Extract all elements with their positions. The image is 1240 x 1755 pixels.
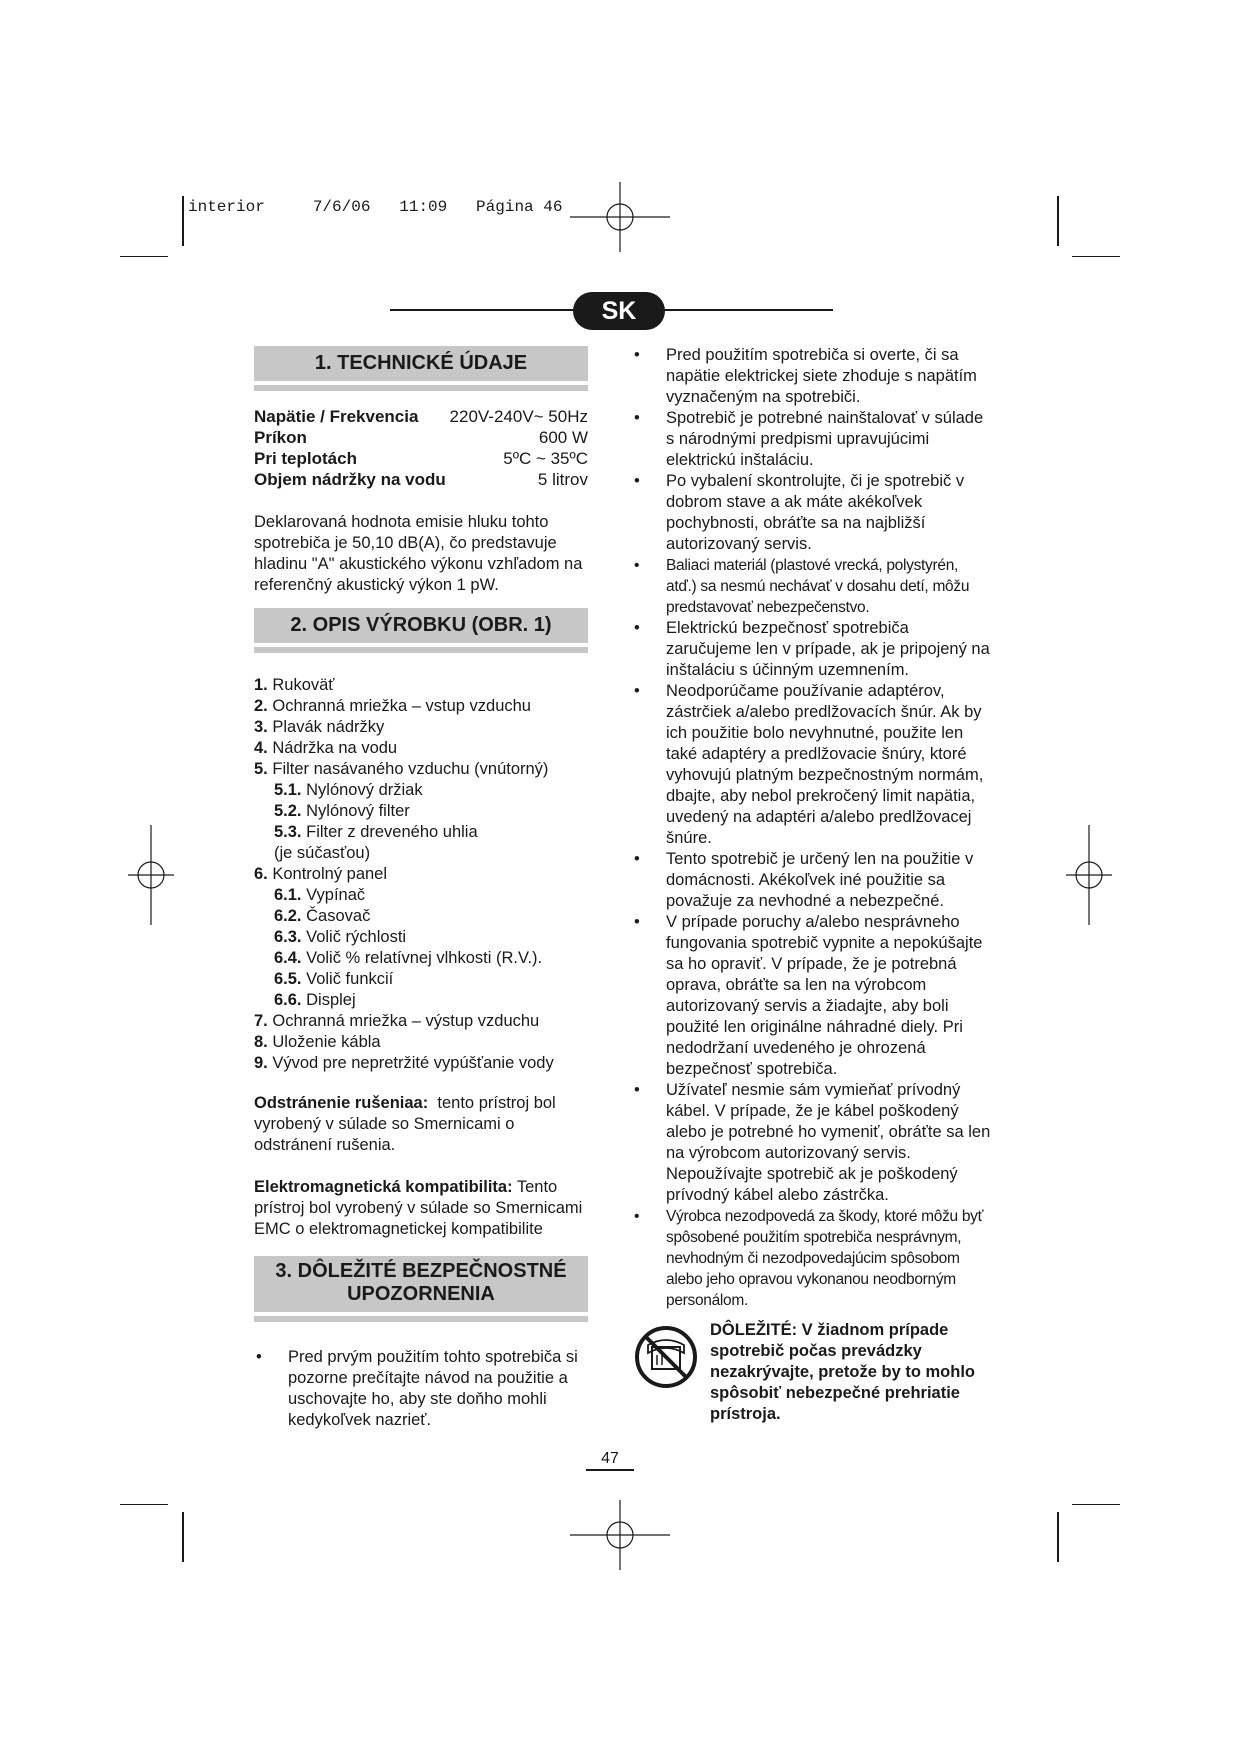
- section-header-underline: [254, 1316, 588, 1322]
- list-item: [254, 1347, 594, 1431]
- emc-text: Tento prístroj bol vyrobený v súlade so Smernicami EMC o elektromagnetickej kompatibilite: [254, 1178, 583, 1238]
- list-item: [632, 408, 992, 471]
- spec-value: 220V-240V~ 50Hz: [449, 407, 588, 426]
- bullet-text: Užívateľ nesmie sám vymieňať prívodný kábel. V prípade, že je kábel poškodený alebo je potrebné ho vymeniť, obráťte sa len na výrobcom autorizovaný servis. Nepoužívajte spotrebič ak je poškodený prívodný kábel alebo zástrčka.: [666, 1081, 991, 1204]
- spec-label: Objem nádržky na vodu: [254, 470, 446, 489]
- bullet-dot: •: [634, 1081, 640, 1099]
- noise-emission-text: Deklarovaná hodnota emisie hluku tohto spotrebiča je 50,10 dB(A), čo predstavuje hladinu "A" akustického výkonu vzhľadom na referenčný akustický výkon 1 pW.: [254, 513, 583, 594]
- spec-label: Pri teplotách: [254, 449, 357, 468]
- crosshair-icon: [570, 182, 670, 252]
- spec-value: 5 litrov: [537, 470, 588, 489]
- list-item: [632, 618, 992, 681]
- item-text: (je súčasťou): [274, 844, 371, 862]
- list-item: [254, 948, 594, 969]
- crosshair-icon: [128, 825, 174, 925]
- bullet-text: Tento spotrebič je určený len na použitie v domácnosti. Akékoľvek iné použitie sa považuje za nevhodné a nebezpečné.: [666, 850, 974, 910]
- crop-mark: [120, 256, 168, 257]
- bullet-text: Neodporúčame používanie adaptérov, zástrčiek a/alebo predlžovacích šnúr. Ak by ich použitie bolo nevyhnutné, použite len také adaptéry a predlžovacie šnúry, ktoré vyhovujú platným bezpečnostným normám, dbajte, aby nebol prekročený limit napätia, uvedený na adaptéri a/alebo predlžovacej šnúre.: [666, 682, 984, 847]
- bullet-text: Spotrebič je potrebné nainštalovať v súlade s národnými predpismi upravujúcimi elektrickú inštaláciu.: [666, 409, 984, 469]
- item-text: Filter z dreveného uhlia: [306, 823, 478, 841]
- item-text: Kontrolný panel: [272, 865, 388, 883]
- item-number: 6.5.: [274, 970, 302, 988]
- item-text: Uloženie kábla: [272, 1033, 381, 1051]
- bullet-text: Po vybalení skontrolujte, či je spotrebič v dobrom stave a ak máte akékoľvek pochybnosti, obráťte sa na najbližší autorizovaný servis.: [666, 472, 965, 553]
- list-item: [254, 927, 594, 948]
- item-text: Volič % relatívnej vlhkosti (R.V.).: [306, 949, 543, 967]
- list-item: [254, 1053, 594, 1074]
- list-item: [254, 738, 594, 759]
- bullet-dot: •: [634, 1208, 640, 1225]
- item-text: Displej: [306, 991, 356, 1009]
- interference-label: Odstránenie rušeniaa:: [254, 1094, 429, 1112]
- list-item: [632, 471, 992, 555]
- list-item: [632, 849, 992, 912]
- bullet-text: Pred prvým použitím tohto spotrebiča si pozorne prečítajte návod na použitie a uschovajte ho, aby ste doňho mohli kedykoľvek nazrieť.: [288, 1348, 578, 1429]
- list-item: [632, 681, 992, 849]
- item-text: Ochranná mriežka – výstup vzduchu: [272, 1012, 540, 1030]
- bullet-text: Pred použitím spotrebiča si overte, či sa napätie elektrickej siete zhoduje s napätím vyznačeným na spotrebiči.: [666, 346, 977, 406]
- no-cover-icon: [634, 1325, 698, 1389]
- crop-mark: [120, 1504, 168, 1505]
- crosshair-icon: [1066, 825, 1112, 925]
- bullet-dot: •: [634, 913, 640, 931]
- item-number: 6.6.: [274, 991, 302, 1009]
- item-number: 4.: [254, 739, 268, 757]
- item-number: 6.: [254, 865, 268, 883]
- list-item: [254, 759, 594, 780]
- list-item: [254, 906, 594, 927]
- crop-mark: [1057, 1512, 1059, 1562]
- section-header-safety: [254, 1256, 588, 1312]
- item-text: Rukoväť: [272, 676, 335, 694]
- item-number: 2.: [254, 697, 268, 715]
- list-item: [632, 1206, 992, 1311]
- item-text: Volič funkcií: [306, 970, 394, 988]
- item-text: Filter nasávaného vzduchu (vnútorný): [272, 760, 549, 778]
- list-item: [632, 555, 992, 618]
- item-text: Vypínač: [306, 886, 366, 904]
- bullet-dot: •: [634, 619, 640, 637]
- bullet-dot: •: [634, 682, 640, 700]
- bullet-text: V prípade poruchy a/alebo nesprávneho fungovania spotrebič vypnite a nepokúšajte sa ho opraviť. V prípade, že je potrebná oprava, obráťte sa len na výrobcom autorizovaný servis a žiadajte, aby boli použité len originálne náhradné diely. Pri nedodržaní uvedeného je ohrozená bezpečnosť spotrebiča.: [666, 913, 983, 1078]
- list-item: [254, 801, 594, 822]
- bullet-text: Baliaci materiál (plastové vrecká, polystyrén, atď.) sa nesmú nechávať v dosahu detí, môžu predstavovať nebezpečenstvo.: [666, 557, 970, 616]
- crop-mark: [1072, 256, 1120, 257]
- bullet-dot: •: [634, 409, 640, 427]
- item-number: 5.3.: [274, 823, 302, 841]
- emc-paragraph: [254, 1177, 588, 1240]
- parts-list: [254, 675, 594, 1074]
- list-item: [254, 675, 594, 696]
- spec-row: [254, 448, 588, 469]
- bullet-text: Výrobca nezodpovedá za škody, ktoré môžu byť spôsobené použitím spotrebiča nesprávnym, nevhodným či nezodpovedajúcim spôsobom alebo jeho opravou vykonanou neodborným personálom.: [666, 1208, 984, 1309]
- list-item: [254, 843, 594, 864]
- bullet-dot: •: [634, 472, 640, 490]
- spec-value: 600 W: [538, 428, 588, 447]
- item-number: 6.1.: [274, 886, 302, 904]
- spec-value: 5ºC ~ 35ºC: [503, 449, 588, 468]
- list-item: [254, 885, 594, 906]
- item-number: 9.: [254, 1054, 268, 1072]
- bullet-dot: •: [634, 346, 640, 364]
- list-item: [254, 717, 594, 738]
- item-text: Časovač: [306, 907, 371, 925]
- item-text: Volič rýchlosti: [306, 928, 407, 946]
- item-number: 5.1.: [274, 781, 302, 799]
- list-item: [632, 912, 992, 1080]
- emc-label: Elektromagnetická kompatibilita:: [254, 1178, 513, 1196]
- crop-mark: [1072, 1504, 1120, 1505]
- spec-row: [254, 427, 588, 448]
- section-title-line: UPOZORNENIA: [347, 1283, 495, 1305]
- section-header-underline: [254, 385, 588, 391]
- section-header-tech: 1. TECHNICKÉ ÚDAJE: [254, 346, 588, 381]
- spec-row: [254, 469, 588, 490]
- section-header-underline: [254, 647, 588, 653]
- item-text: Ochranná mriežka – vstup vzduchu: [272, 697, 531, 715]
- bullet-dot: •: [634, 557, 640, 574]
- list-item: [254, 1032, 594, 1053]
- item-number: 1.: [254, 676, 268, 694]
- language-badge: SK: [573, 292, 665, 330]
- list-item: [632, 1080, 992, 1206]
- header-rule-left: [390, 309, 580, 311]
- item-text: Plavák nádržky: [272, 718, 385, 736]
- important-warning: DÔLEŽITÉ: V žiadnom prípade spotrebič počas prevádzky nezakrývajte, pretože by to mohlo spôsobiť nebezpečné prehriatie prístroja.: [710, 1321, 975, 1423]
- section-header-desc: 2. OPIS VÝROBKU (OBR. 1): [254, 608, 588, 643]
- safety-bullet-list: [632, 345, 992, 1311]
- item-text: Nylónový filter: [306, 802, 410, 820]
- section-title-line: 3. DÔLEŽITÉ BEZPEČNOSTNÉ: [275, 1260, 567, 1282]
- item-number: 8.: [254, 1033, 268, 1051]
- crop-mark: [182, 196, 184, 246]
- list-item: [254, 1011, 594, 1032]
- list-item: [254, 822, 594, 843]
- page-number-underline: [586, 1469, 634, 1471]
- spec-label: Napätie / Frekvencia: [254, 407, 419, 426]
- item-number: 6.4.: [274, 949, 302, 967]
- list-item: [254, 864, 594, 885]
- item-text: Nylónový držiak: [306, 781, 423, 799]
- item-number: 6.2.: [274, 907, 302, 925]
- item-number: 5.2.: [274, 802, 302, 820]
- spec-row: [254, 406, 588, 427]
- spec-label: Príkon: [254, 428, 307, 447]
- bullet-dot: •: [634, 850, 640, 868]
- interference-text: tento prístroj bol vyrobený v súlade so Smernicami o odstránení rušenia.: [254, 1094, 556, 1154]
- list-item: [632, 345, 992, 408]
- crop-mark: [182, 1512, 184, 1562]
- item-number: 5.: [254, 760, 268, 778]
- item-number: 7.: [254, 1012, 268, 1030]
- item-number: 3.: [254, 718, 268, 736]
- item-text: Nádržka na vodu: [272, 739, 398, 757]
- list-item: [254, 780, 594, 801]
- item-number: 6.3.: [274, 928, 302, 946]
- interference-paragraph: [254, 1093, 584, 1156]
- bullet-text: Elektrickú bezpečnosť spotrebiča zaručujeme len v prípade, ak je pripojený na inštaláciu s účinným uzemnením.: [666, 619, 990, 679]
- print-header: interior 7/6/06 11:09 Página 46: [188, 198, 563, 216]
- list-item: [254, 990, 594, 1011]
- header-rule-right: [658, 309, 833, 311]
- item-text: Vývod pre nepretržité vypúšťanie vody: [272, 1054, 554, 1072]
- crosshair-icon: [570, 1500, 670, 1570]
- bullet-dot: •: [256, 1348, 262, 1366]
- crop-mark: [1057, 196, 1059, 246]
- page-number: 47: [601, 1450, 619, 1467]
- left-bullet-list: [254, 1347, 594, 1431]
- list-item: [254, 696, 594, 717]
- list-item: [254, 969, 594, 990]
